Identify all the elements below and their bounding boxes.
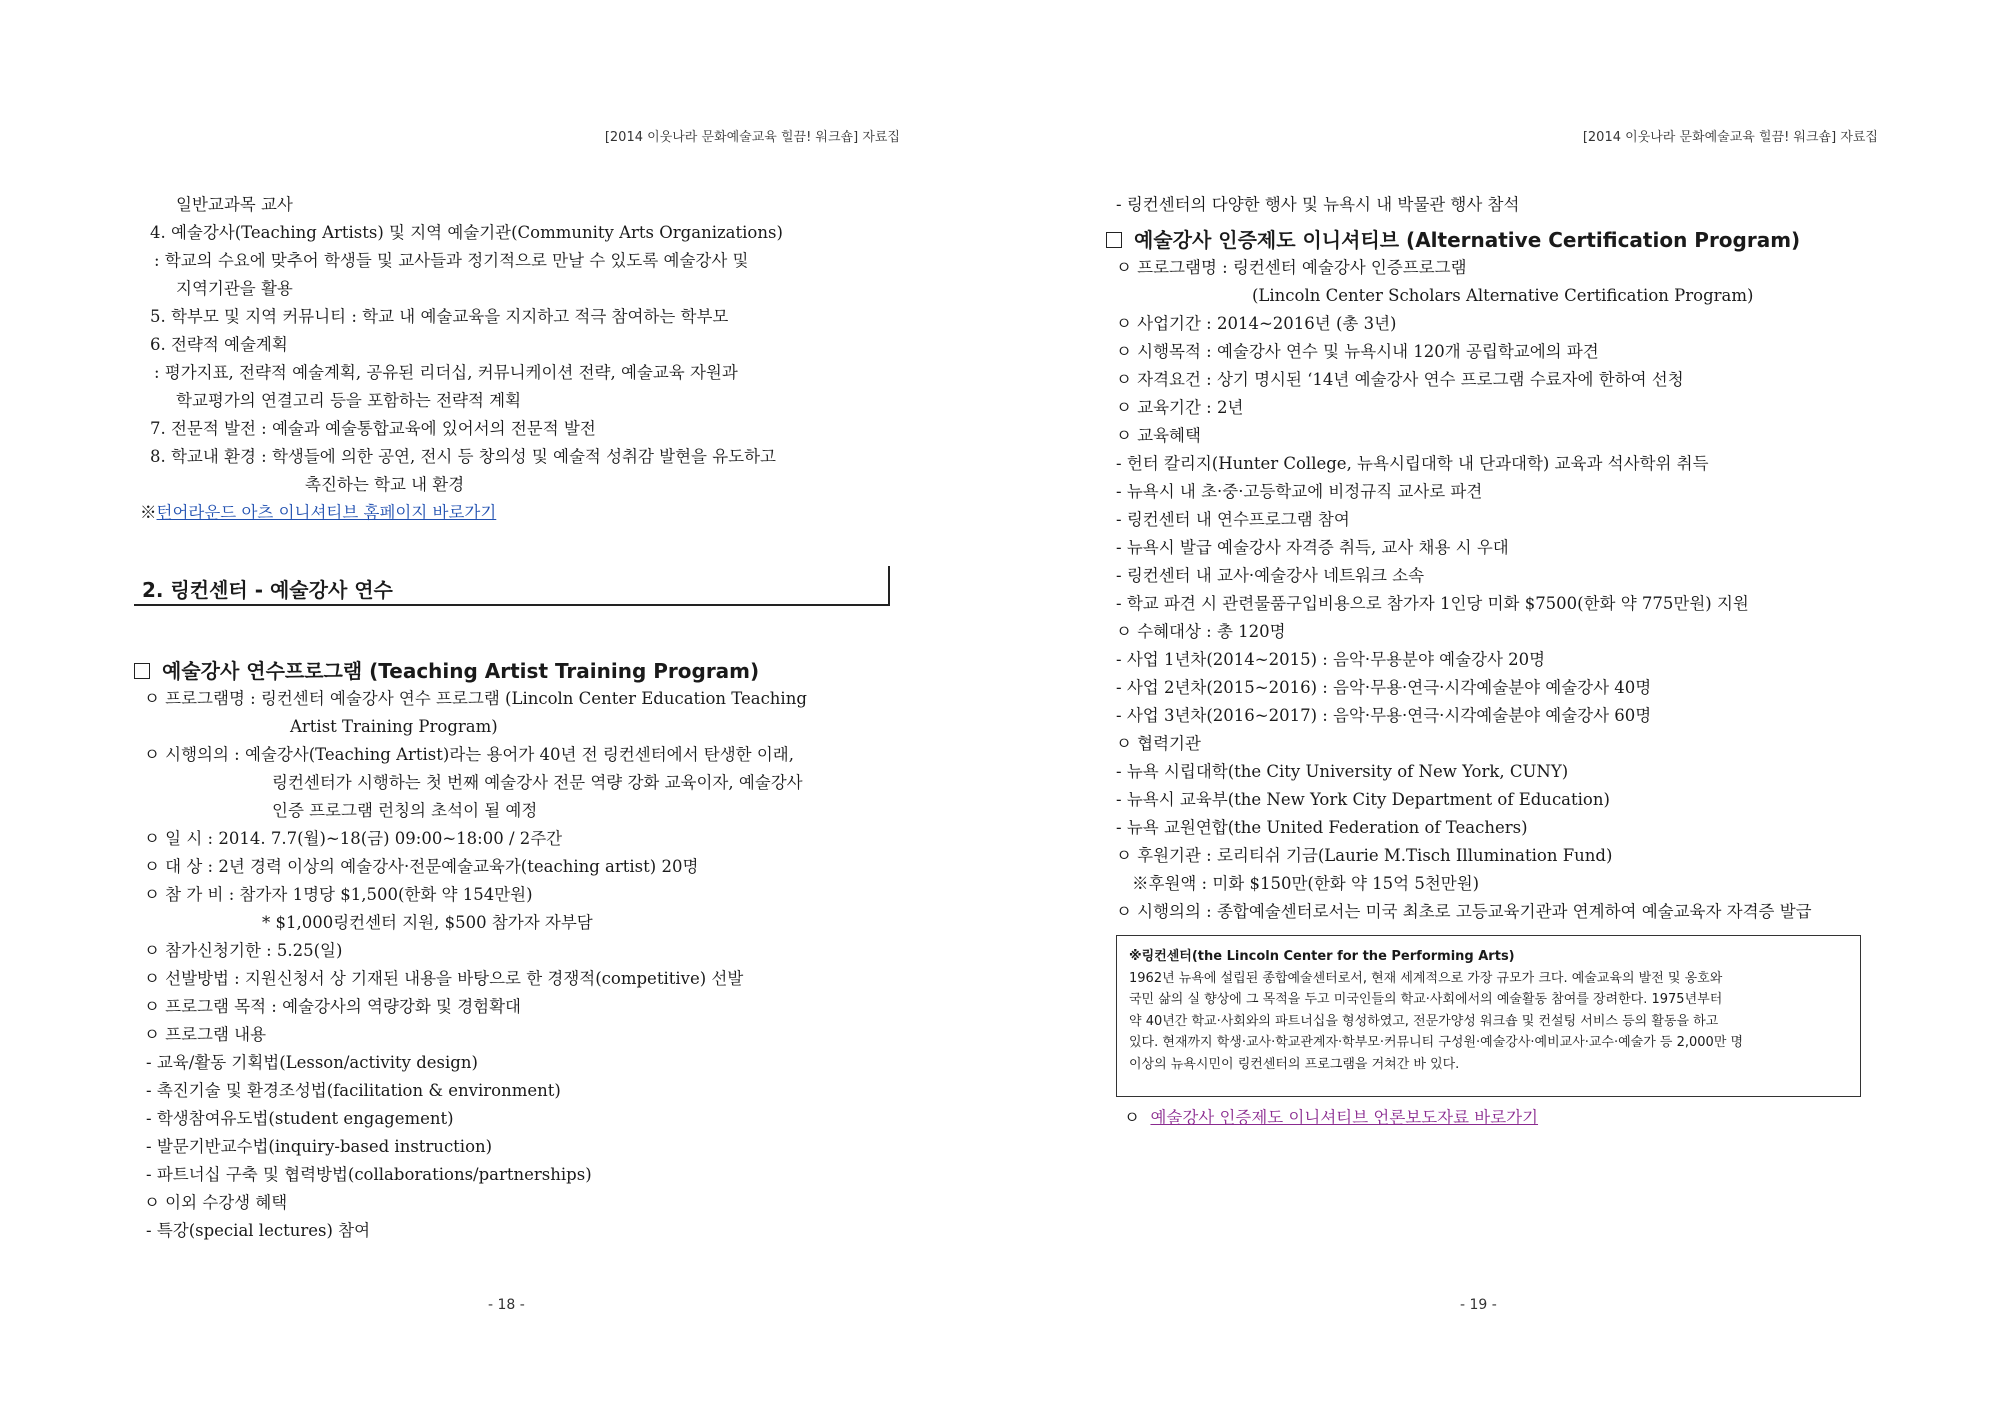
list-item: ㅇ 후원기관 : 로리티쉬 기금(Laurie M.Tisch Illumination Fund) — [1116, 846, 1613, 865]
list-item: - 사업 3년차(2016~2017) : 음악·무용·연극·시각예술분야 예술강사 60명 — [1116, 706, 1652, 725]
list-item: ㅇ 협력기관 — [1116, 734, 1201, 753]
list-item: ㅇ 프로그램 내용 — [144, 1025, 267, 1044]
list-item: - 뉴욕시 교육부(the New York City Department of Education) — [1116, 790, 1610, 809]
list-item: - 촉진기술 및 환경조성법(facilitation & environment) — [146, 1081, 561, 1100]
list-item: ㅇ 참가신청기한 : 5.25(일) — [144, 941, 343, 960]
text-line: 학교평가의 연결고리 등을 포함하는 전략적 계획 — [176, 391, 522, 410]
list-item: - 파트너십 구축 및 협력방법(collaborations/partnerships) — [146, 1165, 592, 1184]
list-item: - 교육/활동 기획법(Lesson/activity design) — [146, 1053, 478, 1072]
text-line: 일반교과목 교사 — [176, 195, 293, 214]
text-line: - 링컨센터의 다양한 행사 및 뉴욕시 내 박물관 행사 참석 — [1116, 195, 1520, 214]
list-item: ㅇ 사업기간 : 2014~2016년 (총 3년) — [1116, 314, 1397, 333]
press-link-row — [1124, 1108, 1538, 1128]
text-line: 8. 학교내 환경 : 학생들에 의한 공연, 전시 등 창의성 및 예술적 성취감 발현을 유도하고 — [150, 447, 776, 466]
lincoln-center-note-box — [1116, 935, 1861, 1097]
list-item: ㅇ 수혜대상 : 총 120명 — [1116, 622, 1286, 641]
list-item: - 뉴욕 시립대학(the City University of New York, CUNY) — [1116, 762, 1569, 781]
list-item: ㅇ 선발방법 : 지원신청서 상 기재된 내용을 바탕으로 한 경쟁적(competitive) 선발 — [144, 969, 744, 988]
note-mark: ※ — [140, 503, 157, 522]
list-item: ㅇ 프로그램 목적 : 예술강사의 역량강화 및 경험확대 — [144, 997, 521, 1016]
list-item: - 헌터 칼리지(Hunter College, 뉴욕시립대학 내 단과대학) 교육과 석사학위 취득 — [1116, 454, 1709, 473]
list-item: - 뉴욕시 발급 예술강사 자격증 취득, 교사 채용 시 우대 — [1116, 538, 1509, 557]
list-item: ※후원액 : 미화 $150만(한화 약 15억 5천만원) — [1132, 874, 1480, 893]
list-item: - 사업 2년차(2015~2016) : 음악·무용·연극·시각예술분야 예술강사 40명 — [1116, 678, 1652, 697]
list-item: ㅇ 대 상 : 2년 경력 이상의 예술강사·전문예술교육가(teaching artist) 20명 — [144, 857, 699, 876]
list-item: Artist Training Program) — [290, 717, 498, 736]
text-line: : 평가지표, 전략적 예술계획, 공유된 리더십, 커뮤니케이션 전략, 예술교육 자원과 — [154, 363, 738, 382]
list-item: 인증 프로그램 런칭의 초석이 될 예정 — [272, 801, 538, 820]
press-release-link[interactable]: 예술강사 인증제도 이니셔티브 언론보도자료 바로가기 — [1150, 1108, 1539, 1127]
text-line: 촉진하는 학교 내 환경 — [305, 475, 465, 494]
text-line: : 학교의 수요에 맞추어 학생들 및 교사들과 정기적으로 만날 수 있도록 예술강사 및 — [154, 251, 749, 270]
section-heading: 2. 링컨센터 - 예술강사 연수 — [142, 578, 393, 602]
page-header: [2014 이웃나라 문화예술교육 힐끔! 워크숍] 자료집 — [1582, 130, 1878, 145]
section-heading-box — [134, 566, 890, 606]
list-item: ㅇ 프로그램명 : 링컨센터 예술강사 인증프로그램 — [1116, 258, 1467, 277]
list-item: ㅇ 일 시 : 2014. 7.7(월)~18(금) 09:00~18:00 / 2주간 — [144, 829, 563, 848]
list-item: * $1,000링컨센터 지원, $500 참가자 자부담 — [262, 913, 593, 932]
text-line: 4. 예술강사(Teaching Artists) 및 지역 예술기관(Community Arts Organizations) — [150, 223, 783, 242]
list-item: ㅇ 자격요건 : 상기 명시된 ‘14년 예술강사 연수 프로그램 수료자에 한하여 선청 — [1116, 370, 1684, 389]
list-item: - 사업 1년차(2014~2015) : 음악·무용분야 예술강사 20명 — [1116, 650, 1546, 669]
list-item: ㅇ 교육혜택 — [1116, 426, 1201, 445]
list-item: - 뉴욕 교원연합(the United Federation of Teachers) — [1116, 818, 1528, 837]
list-item: 링컨센터가 시행하는 첫 번째 예술강사 전문 역량 강화 교육이자, 예술강사 — [272, 773, 803, 792]
note-title: ※링컨센터(the Lincoln Center for the Performing Arts) — [1129, 949, 1515, 964]
list-item: ㅇ 시행의의 : 종합예술센터로서는 미국 최초로 고등교육기관과 연계하여 예술교육자 자격증 발급 — [1116, 902, 1812, 921]
list-item: - 특강(special lectures) 참여 — [146, 1221, 371, 1240]
list-item: (Lincoln Center Scholars Alternative Certification Program) — [1252, 286, 1754, 305]
bullet: ㅇ — [1124, 1108, 1140, 1127]
text-line: 지역기관을 활용 — [176, 279, 293, 298]
note-line: 1962년 뉴욕에 설립된 종합예술센터로서, 현재 세계적으로 가장 규모가 크다. 예술교육의 발전 및 옹호와 — [1129, 970, 1723, 986]
right-page — [1000, 0, 2000, 1413]
list-item: ㅇ 참 가 비 : 참가자 1명당 $1,500(한화 약 154만원) — [144, 885, 533, 904]
note-line: 있다. 현재까지 학생·교사·학교관계자·학부모·커뮤니티 구성원·예술강사·예비교사·교수·예술가 등 2,000만 명 — [1129, 1035, 1744, 1050]
page-number: - 19 - — [1460, 1297, 1497, 1313]
page-number: - 18 - — [488, 1297, 525, 1313]
note-line: 약 40년간 학교·사회와의 파트너십을 형성하였고, 전문가양성 워크숍 및 컨설팅 서비스 등의 활동을 하고 — [1129, 1013, 1719, 1029]
list-item: - 학생참여유도법(student engagement) — [146, 1109, 454, 1128]
list-item: ㅇ 프로그램명 : 링컨센터 예술강사 연수 프로그램 (Lincoln Center Education Teaching — [144, 689, 807, 708]
list-item: - 링컨센터 내 연수프로그램 참여 — [1116, 510, 1350, 529]
homepage-link-row — [140, 503, 496, 523]
list-item: - 학교 파견 시 관련물품구입비용으로 참가자 1인당 미화 $7500(한화 약 775만원) 지원 — [1116, 594, 1749, 613]
list-item: - 링컨센터 내 교사·예술강사 네트워크 소속 — [1116, 566, 1425, 585]
note-line: 국민 삶의 실 향상에 그 목적을 두고 미국인들의 학교·사회에서의 예술활동 참여를 장려한다. 1975년부터 — [1129, 992, 1723, 1007]
text-line: 6. 전략적 예술계획 — [150, 335, 288, 354]
text-line: 5. 학부모 및 지역 커뮤니티 : 학교 내 예술교육을 지지하고 적극 참여하는 학부모 — [150, 307, 729, 326]
list-item: ㅇ 이외 수강생 혜택 — [144, 1193, 288, 1212]
list-item: - 발문기반교수법(inquiry-based instruction) — [146, 1137, 493, 1156]
text-line: 7. 전문적 발전 : 예술과 예술통합교육에 있어서의 전문적 발전 — [150, 419, 596, 438]
page-header: [2014 이웃나라 문화예술교육 힐끔! 워크숍] 자료집 — [604, 130, 900, 145]
list-item: ㅇ 시행의의 : 예술강사(Teaching Artist)라는 용어가 40년 전 링컨센터에서 탄생한 이래, — [144, 745, 794, 764]
section-title: 예술강사 연수프로그램 (Teaching Artist Training Program) — [134, 655, 759, 684]
turnaround-arts-homepage-link[interactable]: 턴어라운드 아츠 이니셔티브 홈페이지 바로가기 — [156, 503, 497, 522]
note-line: 이상의 뉴욕시민이 링컨센터의 프로그램을 거쳐간 바 있다. — [1129, 1056, 1460, 1072]
list-item: ㅇ 시행목적 : 예술강사 연수 및 뉴욕시내 120개 공립학교에의 파견 — [1116, 342, 1599, 361]
checkbox-square-icon — [134, 663, 150, 679]
list-item: - 뉴욕시 내 초·중·고등학교에 비정규직 교사로 파견 — [1116, 482, 1483, 501]
section-title: 예술강사 인증제도 이니셔티브 (Alternative Certification Program) — [1106, 224, 1800, 253]
checkbox-square-icon — [1106, 232, 1122, 248]
list-item: ㅇ 교육기간 : 2년 — [1116, 398, 1244, 417]
